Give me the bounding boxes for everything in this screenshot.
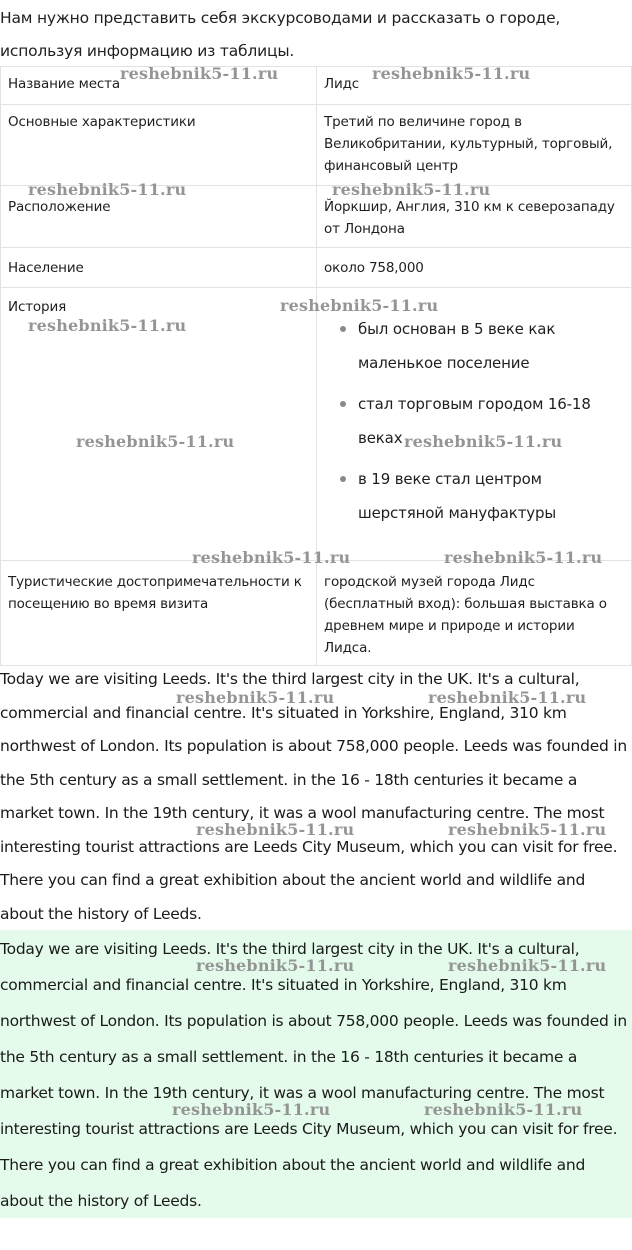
- row-value: около 758,000: [317, 248, 632, 288]
- watermark: reshebnik5-11.ru: [444, 548, 603, 567]
- row-value: городской музей города Лидс (бесплатный вход): большая выставка о древнем мире и природе и истории Лидса.: [317, 561, 632, 666]
- answer-paragraph: Today we are visiting Leeds. It's the third largest city in the UK. It's a cultural, commercial and financial centre. It's situated in Yorkshire, England, 310 km northwest of London. Its population is about 758,000 people. Leeds was founded in the 5th century as a small settlement. in the 16 - 18th centuries it became a market town. In the 19th century, it was a wool manufacturing centre. The most interesting tourist attractions are Leeds City Museum, which you can visit for free. There you can find a great exhibition about the ancient world and wildlife and about the history of Leeds.: [0, 670, 627, 923]
- watermark: reshebnik5-11.ru: [192, 548, 351, 567]
- row-label: Основные характеристики: [1, 105, 317, 186]
- history-list: [324, 312, 624, 530]
- row-label: Название места: [1, 67, 317, 105]
- watermark: reshebnik5-11.ru: [196, 820, 355, 839]
- row-label: Расположение: [1, 186, 317, 248]
- watermark: reshebnik5-11.ru: [120, 64, 279, 83]
- row-value: Йоркшир, Англия, 310 км к северозападу от Лондона: [317, 186, 632, 248]
- watermark: reshebnik5-11.ru: [280, 296, 439, 315]
- bullet-icon: [340, 401, 346, 407]
- watermark: reshebnik5-11.ru: [448, 820, 607, 839]
- watermark: reshebnik5-11.ru: [76, 432, 235, 451]
- bullet-icon: [340, 326, 346, 332]
- watermark: reshebnik5-11.ru: [196, 956, 355, 975]
- watermark: reshebnik5-11.ru: [404, 432, 563, 451]
- list-item: [324, 462, 624, 530]
- watermark: reshebnik5-11.ru: [28, 180, 187, 199]
- bullet-icon: [340, 476, 346, 482]
- table-row: [1, 105, 632, 186]
- watermark: reshebnik5-11.ru: [28, 316, 187, 335]
- list-item-text: был основан в 5 веке как маленькое поселение: [358, 320, 556, 372]
- row-label: История: [1, 288, 317, 561]
- history-list-cell: [317, 288, 632, 561]
- row-value: Лидс: [317, 67, 632, 105]
- row-value: Третий по величине город в Великобритании, культурный, торговый, финансовый центр: [317, 105, 632, 186]
- watermark: reshebnik5-11.ru: [176, 688, 335, 707]
- watermark: reshebnik5-11.ru: [172, 1100, 331, 1119]
- row-label: Туристические достопримечательности к посещению во время визита: [1, 561, 317, 666]
- watermark: reshebnik5-11.ru: [424, 1100, 583, 1119]
- table-row: [1, 248, 632, 288]
- watermark: reshebnik5-11.ru: [372, 64, 531, 83]
- task-instruction: Нам нужно представить себя экскурсоводами и рассказать о городе, используя информацию из таблицы.: [0, 9, 561, 60]
- watermark: reshebnik5-11.ru: [428, 688, 587, 707]
- list-item-text: в 19 веке стал центром шерстяной мануфактуры: [358, 470, 557, 522]
- list-item-text: стал торговым городом 16-18 веках: [358, 395, 591, 447]
- answer-paragraph-highlighted: Today we are visiting Leeds. It's the third largest city in the UK. It's a cultural, commercial and financial centre. It's situated in Yorkshire, England, 310 km northwest of London. Its population is about 758,000 people. Leeds was founded in the 5th century as a small settlement. in the 16 - 18th centuries it became a market town. In the 19th century, it was a wool manufacturing centre. The most interesting tourist attractions are Leeds City Museum, which you can visit for free. There you can find a great exhibition about the ancient world and wildlife and about the history of Leeds.: [0, 930, 632, 1218]
- table-row: [1, 561, 632, 666]
- watermark: reshebnik5-11.ru: [448, 956, 607, 975]
- row-label: Население: [1, 248, 317, 288]
- watermark: reshebnik5-11.ru: [332, 180, 491, 199]
- table-row: [1, 67, 632, 105]
- info-table: [0, 66, 632, 666]
- list-item: [324, 312, 624, 380]
